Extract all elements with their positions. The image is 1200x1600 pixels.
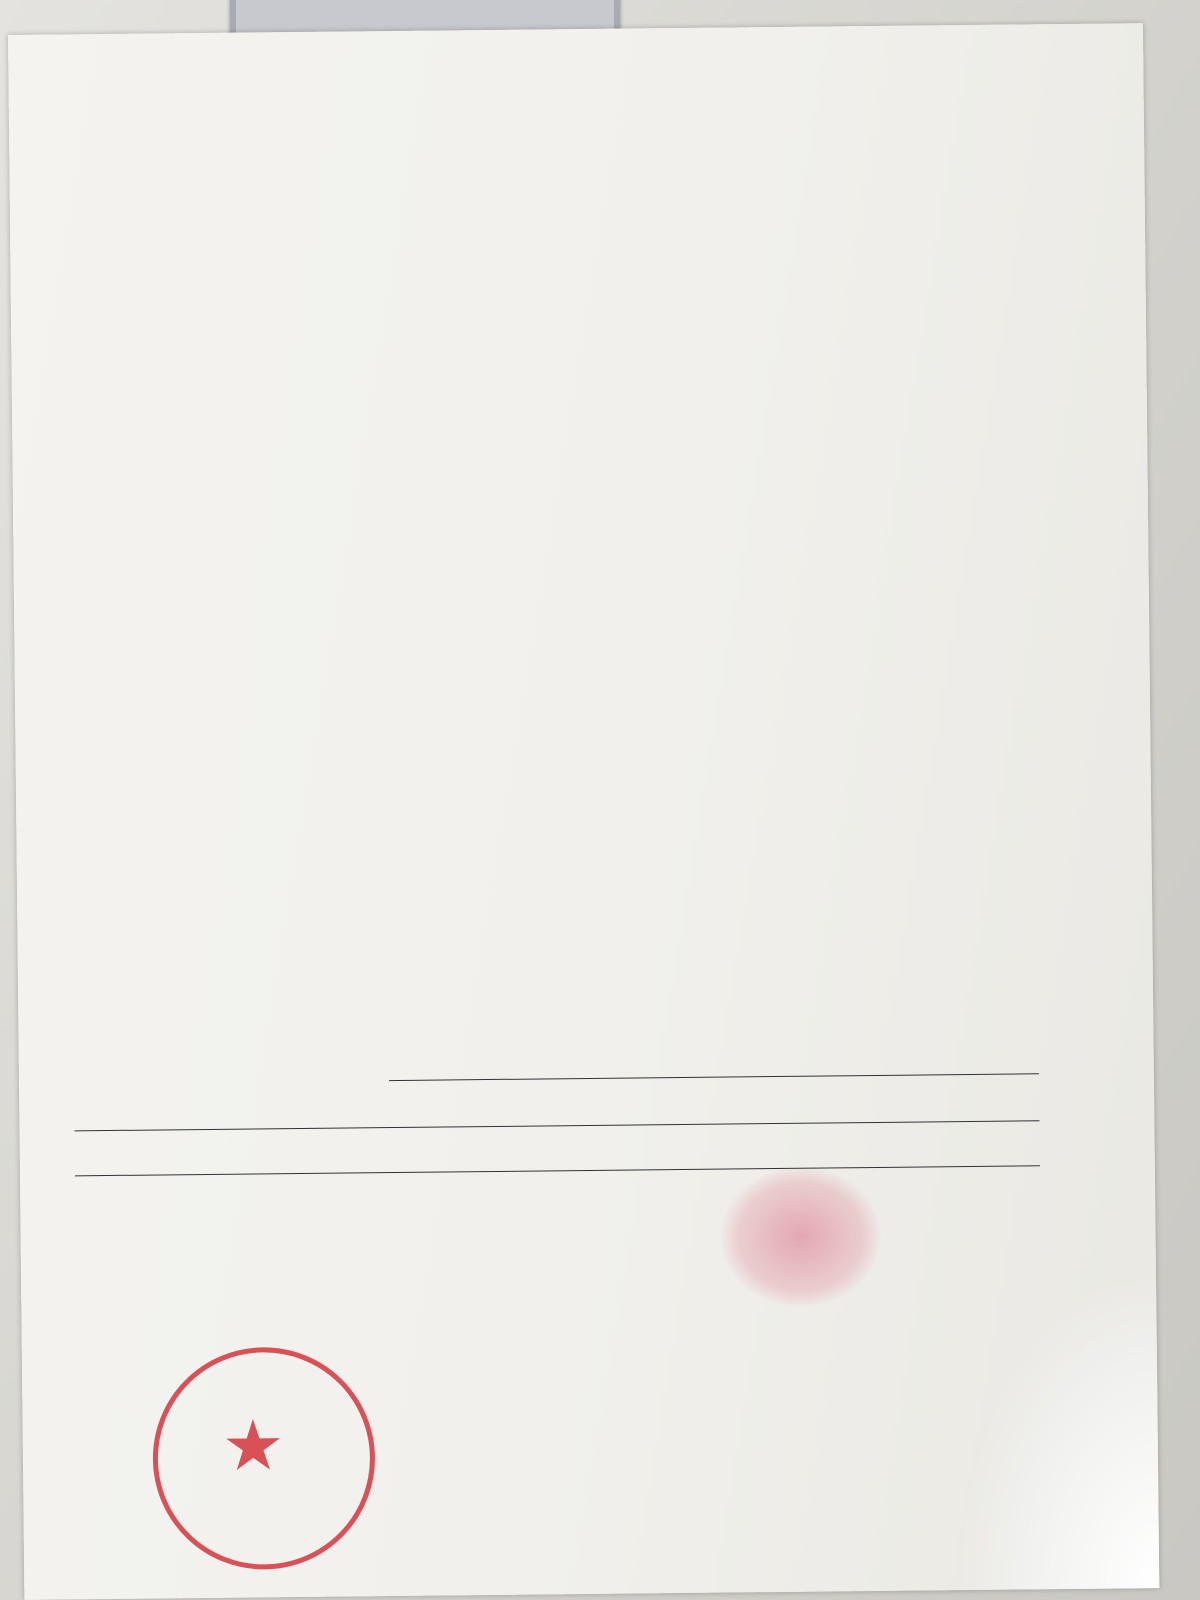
contract-page <box>8 23 1159 1600</box>
page-curl-highlight <box>956 1268 1159 1590</box>
fill-line-2 <box>74 1120 1039 1131</box>
agency-seal-stamp <box>152 1346 376 1570</box>
red-fingerprint <box>720 1166 881 1308</box>
clauses-top <box>79 84 1049 94</box>
seal-star-icon: ★ <box>221 1404 285 1487</box>
fill-line-3 <box>75 1165 1040 1176</box>
clauses-section-9 <box>79 88 1049 98</box>
contract-body <box>79 84 1049 98</box>
fill-line-1 <box>389 1073 1039 1081</box>
section-9-title <box>79 88 1049 98</box>
